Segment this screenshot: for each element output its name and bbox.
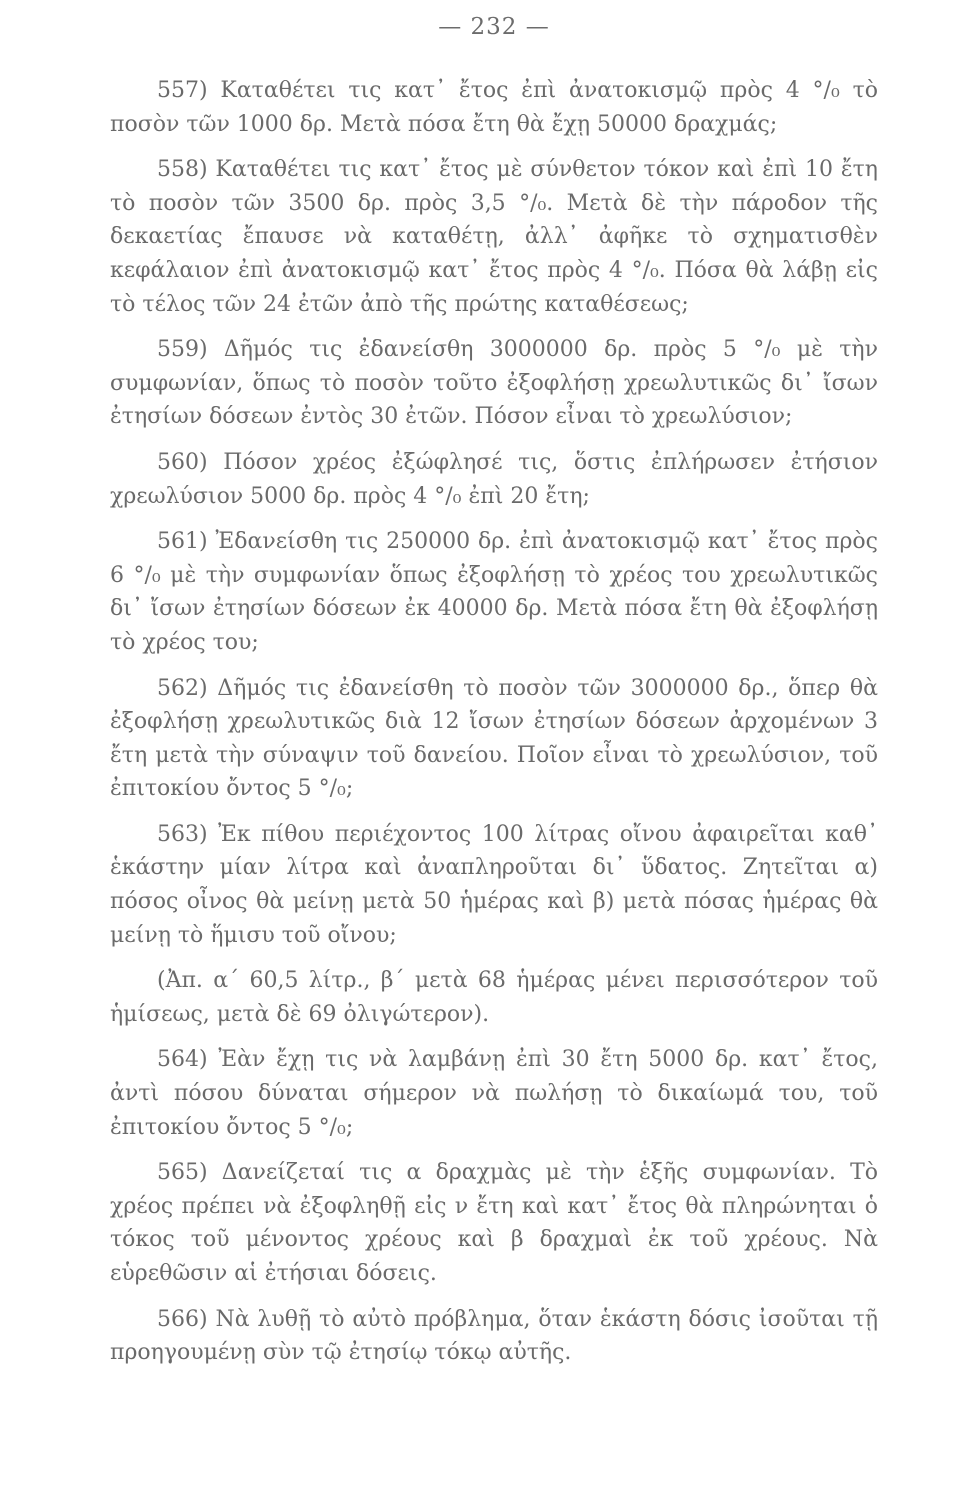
problem-561 xyxy=(110,525,878,659)
problem-558 xyxy=(110,153,878,321)
problem-563 xyxy=(110,818,878,1032)
problem-text: 560) Πόσον χρέος ἐξώφλησέ τις, ὅστις ἐπλήρωσεν ἐτήσιον χρεωλύσιον 5000 δρ. πρὸς 4 °/₀ ἐπὶ 20 ἔτη; xyxy=(110,449,878,509)
problem-text: 563) Ἐκ πίθου περιέχοντος 100 λίτρας οἴνου ἀφαιρεῖται καθ᾽ ἑκάστην μίαν λίτρα καὶ ἀναπληροῦται δι᾽ ὕδατος. Ζητεῖται α) πόσος οἶνος θὰ μείνῃ μετὰ 50 ἡμέρας καὶ β) μετὰ πόσας ἡμέρας θὰ μείνῃ τὸ ἥμισυ τοῦ οἴνου; xyxy=(110,821,878,948)
problem-text: 566) Νὰ λυθῇ τὸ αὐτὸ πρόβλημα, ὅταν ἑκάστη δόσις ἰσοῦται τῇ προηγουμένῃ σὺν τῷ ἐτησίῳ τόκῳ αὐτῆς. xyxy=(110,1306,878,1366)
problem-text: 564) Ἐὰν ἔχῃ τις νὰ λαμβάνῃ ἐπὶ 30 ἔτη 5000 δρ. κατ᾽ ἔτος, ἀντὶ πόσου δύναται σήμερον νὰ πωλήσῃ τὸ δικαίωμά του, τοῦ ἐπιτοκίου ὄντος 5 °/₀; xyxy=(110,1047,878,1140)
problem-566 xyxy=(110,1303,878,1370)
problem-text: 565) Δανείζεταί τις α δραχμὰς μὲ τὴν ἑξῆς συμφωνίαν. Τὸ χρέος πρέπει νὰ ἐξοφληθῇ εἰς ν ἔτη καὶ κατ᾽ ἔτος θὰ πληρώνηται ὁ τόκος τοῦ μένοντος χρέους καὶ β δραχμαὶ ἐκ τοῦ χρέους. Νὰ εὑρεθῶσιν αἱ ἐτήσιαι δόσεις. xyxy=(110,1160,878,1286)
book-page xyxy=(110,14,878,1382)
problem-answer: (Ἀπ. α΄ 60,5 λίτρ., β΄ μετὰ 68 ἡμέρας μένει περισσότερον τοῦ ἡμίσεως, μετὰ δὲ 69 ὀλιγώτερον). xyxy=(110,968,878,1027)
problem-text: 558) Καταθέτει τις κατ᾽ ἔτος μὲ σύνθετον τόκον καὶ ἐπὶ 10 ἔτη τὸ ποσὸν τῶν 3500 δρ. πρὸς 3,5 °/₀. Μετὰ δὲ τὴν πάροδον τῆς δεκαετίας ἔπαυσε νὰ καταθέτῃ, ἀλλ᾽ ἀφῆκε τὸ σχηματισθὲν κεφάλαιον ἐπὶ ἀνατοκισμῷ κατ᾽ ἔτος πρὸς 4 °/₀. Πόσα θὰ λάβῃ εἰς τὸ τέλος τῶν 24 ἐτῶν ἀπὸ τῆς πρώτης καταθέσεως; xyxy=(110,157,878,317)
page-number: — 232 — xyxy=(438,14,550,40)
problem-559 xyxy=(110,333,878,434)
problem-text: 561) Ἐδανείσθη τις 250000 δρ. ἐπὶ ἀνατοκισμῷ κατ᾽ ἔτος πρὸς 6 °/₀ μὲ τὴν συμφωνίαν ὅπως ἐξοφλήσῃ τὸ χρέος του χρεωλυτικῶς δι᾽ ἴσων ἐτησίων δόσεων ἐκ 40000 δρ. Μετὰ πόσα ἔτη θὰ ἐξοφλήσῃ τὸ χρέος του; xyxy=(110,529,878,655)
problem-text: 557) Καταθέτει τις κατ᾽ ἔτος ἐπὶ ἀνατοκισμῷ πρὸς 4 °/₀ τὸ ποσὸν τῶν 1000 δρ. Μετὰ πόσα ἔτη θὰ ἔχῃ 50000 δραχμάς; xyxy=(110,78,878,137)
problem-560 xyxy=(110,446,878,513)
problem-562 xyxy=(110,672,878,806)
problem-text: 562) Δῆμός τις ἐδανείσθη τὸ ποσὸν τῶν 3000000 δρ., ὅπερ θὰ ἐξοφλήσῃ χρεωλυτικῶς διὰ 12 ἴσων ἐτησίων δόσεων ἀρχομένων 3 ἔτη μετὰ τὴν σύναψιν τοῦ δανείου. Ποῖον εἶναι τὸ χρεωλύσιον, τοῦ ἐπιτοκίου ὄντος 5 °/₀; xyxy=(110,675,878,802)
problem-564 xyxy=(110,1043,878,1144)
problem-565 xyxy=(110,1156,878,1290)
problem-text: 559) Δῆμός τις ἐδανείσθη 3000000 δρ. πρὸς 5 °/₀ μὲ τὴν συμφωνίαν, ὅπως τὸ ποσὸν τοῦτο ἐξοφλήσῃ χρεωλυτικῶς δι᾽ ἴσων ἐτησίων δόσεων ἐντὸς 30 ἐτῶν. Πόσον εἶναι τὸ χρεωλύσιον; xyxy=(110,337,878,430)
problem-557 xyxy=(110,74,878,141)
